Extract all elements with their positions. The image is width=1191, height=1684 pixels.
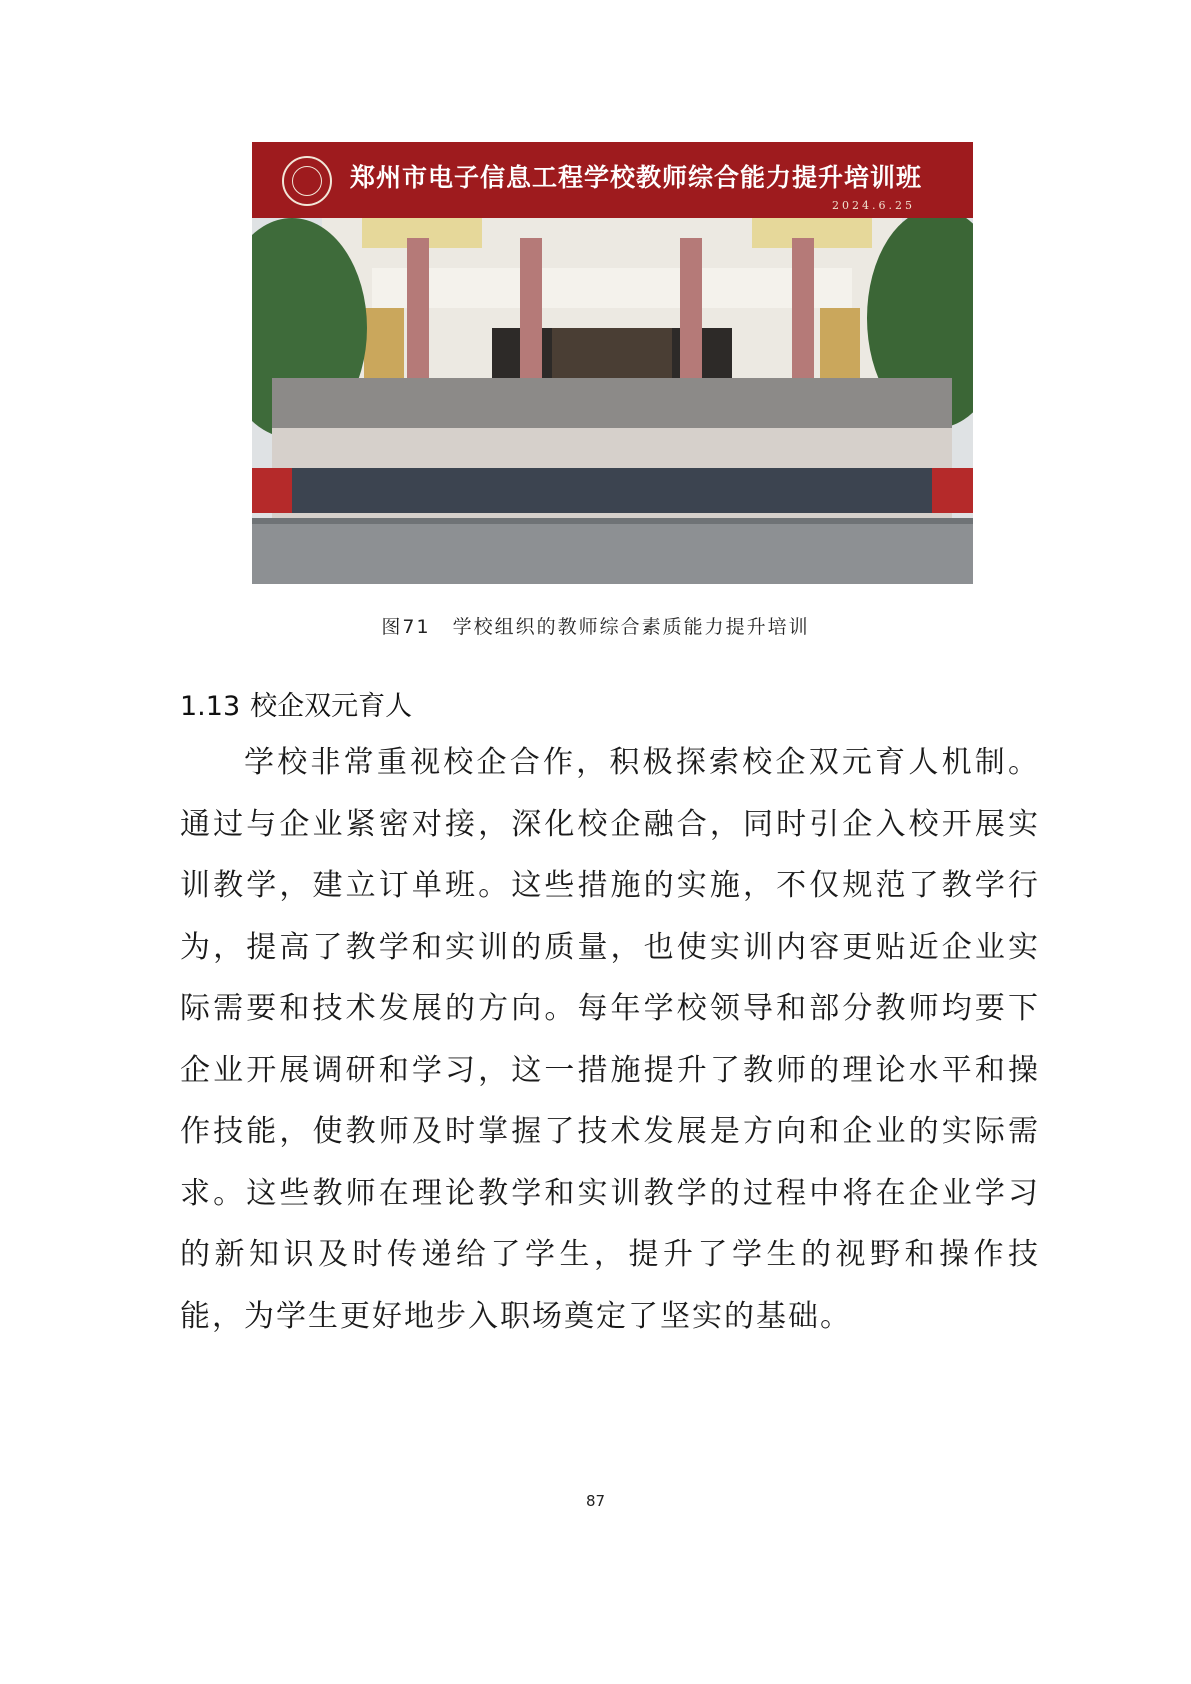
- university-seal-icon: [282, 156, 332, 206]
- group-photo: [252, 142, 973, 584]
- section-number: 1.13: [180, 691, 241, 722]
- banner-date: 2024.6.25: [832, 199, 915, 212]
- figure-number: 图71: [381, 616, 431, 638]
- section-heading: [180, 684, 412, 723]
- figure-caption: [0, 612, 1191, 639]
- figure-caption-text: 学校组织的教师综合素质能力提升培训: [452, 616, 810, 638]
- photo-banner: [252, 142, 973, 218]
- section-title: 校企双元育人: [250, 691, 413, 722]
- banner-title: 郑州市电子信息工程学校教师综合能力提升培训班: [350, 163, 923, 192]
- page-number: 87: [585, 1492, 606, 1510]
- building-scene: [252, 218, 973, 584]
- body-paragraph: 学校非常重视校企合作，积极探索校企双元育人机制。通过与企业紧密对接，深化校企融合，同时引企入校开展实训教学，建立订单班。这些措施的实施，不仅规范了教学行为，提高了教学和实训的质量，也使实训内容更贴近企业实际需要和技术发展的方向。每年学校领导和部分教师均要下企业开展调研和学习，这一措施提升了教师的理论水平和操作技能，使教师及时掌握了技术发展是方向和企业的实际需求。这些教师在理论教学和实训教学的过程中将在企业学习的新知识及时传递给了学生，提升了学生的视野和操作技能，为学生更好地步入职场奠定了坚实的基础。: [180, 745, 1040, 1334]
